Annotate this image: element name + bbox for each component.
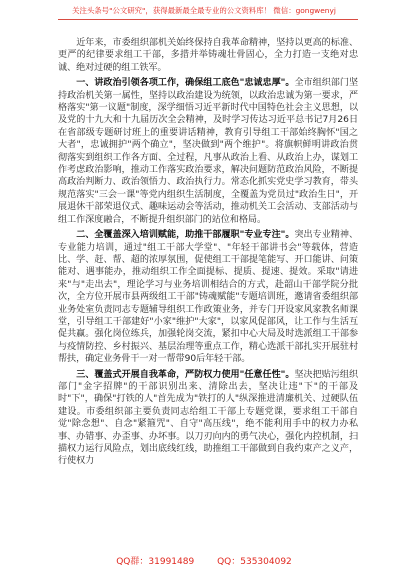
section-2-paragraph (58, 229, 358, 365)
section-1-text: 全市组织部门坚持政治机关第一属性，坚持以政治建设为统领，以政治忠诚为第一要求，严格落实"第一议题"制度，深学细悟习近平新时代中国特色社会主义思想，以及党的十九大和十九届历次全会精神，及时学习传达习近平总书记7月26日在省部级专题研讨班上的重要讲话精神，教育引导组工干部始终胸怀"国之大者"，忠诚拥护"两个确立"，坚决做到"两个维护"。将旗帜鲜明讲政治贯彻落实到组织工作各方面、全过程，凡事从政治上看、从政治上办，谋划工作考虑政治影响，推动工作落实政治要求，解决问题防范政治风险，不断提高政治判断力、政治领悟力、政治执行力。常态化抓实党史学习教育，带头规范落实"三会一课"等党内组织生活制度，全覆盖为党员过"政治生日"，开展退休干部荣退仪式、趣味运动会等活动，推动机关工会活动、支部活动与组工作深度融合，不断提升组织部门的站位和格局。 (58, 78, 358, 225)
promo-header: 关注头条号"公文研究"，获得最新最全最专业的公文资料库！ 微信：gongwenyj (72, 6, 336, 15)
qq-number: QQ：535304092 (217, 557, 292, 567)
qq-group-number: QQ群：31991489 (116, 557, 195, 567)
header-divider (58, 19, 358, 20)
section-3-text: 坚决把贴污组织部门"金字招牌"的干部识别出来、清除出去，坚决让违"下"的干部及时"下"，确保"打铁的人"首先成为"铁打的人"纵深推进清廉机关、过硬队伍建设。市委组织部主要负责同志给组工干部上专题党课，要求组工干部自觉"除念想"、自念"紧箍咒"、自守"高压线"，绝不能利用手中的权力办私事、办错事、办歪事、办坏事。以刀刃向内的勇气决心，强化内控机制，扫描权力运行风险点，划出底线红线，助推组工干部做到自我约束产之义产，行使权力 (58, 369, 358, 467)
contact-footer (0, 556, 408, 568)
intro-paragraph: 近年来，市委组织部机关始终保持自我革命精神，坚持以更高的标准、更严的纪律要求组工干部，多措并举铸魂壮骨固心，全力打造一支绝对忠诚、绝对过硬的组工铁军。 (58, 38, 358, 73)
section-1-paragraph (58, 77, 358, 226)
document-body (58, 37, 358, 468)
section-2-heading: 二、全覆盖深入培训赋能，助推干部履职"专业专注"。 (76, 230, 295, 241)
section-2-text: 突出专业精神、专业能力培训，通过"组工干部大学堂"、"年轻干部讲书会"等载体，营造比、学、赶、帮、超的浓厚氛围，促使组工干部提笔能写、开口能讲、问策能对、遇事能办，推动组织工作全面提标、提质、提速、提效。采取"请进来"与"走出去"，理论学习与业务培训相结合的方式，赴韶山干部学院分批次，全方位开展市县两级组工干部"铸魂赋能"专题培训班，邀请省委组织部业务处室负责同志专题辅导组织工作政策业务，并专门开设家风家教名师课堂，引导组工干部建好"小家"维护"大家"，以家风促部风，让工作与生活互促共赢。强化岗位练兵，加强轮岗交流，紧扣中心大局及时选派组工干部参与疫情防控、乡村振兴、基层治理等重点工作，精心选派干部扎实开展驻村帮扶，确定业务骨干一对一帮带90后年轻干部。 (58, 230, 358, 365)
section-3-heading: 三、覆盖式开展自我革命，严防权力使用"任意任性"。 (76, 369, 295, 380)
section-3-paragraph (58, 369, 358, 468)
section-1-heading: 一、讲政治引领各项工作，确保组工底色"忠诚忠厚"。 (76, 78, 295, 89)
